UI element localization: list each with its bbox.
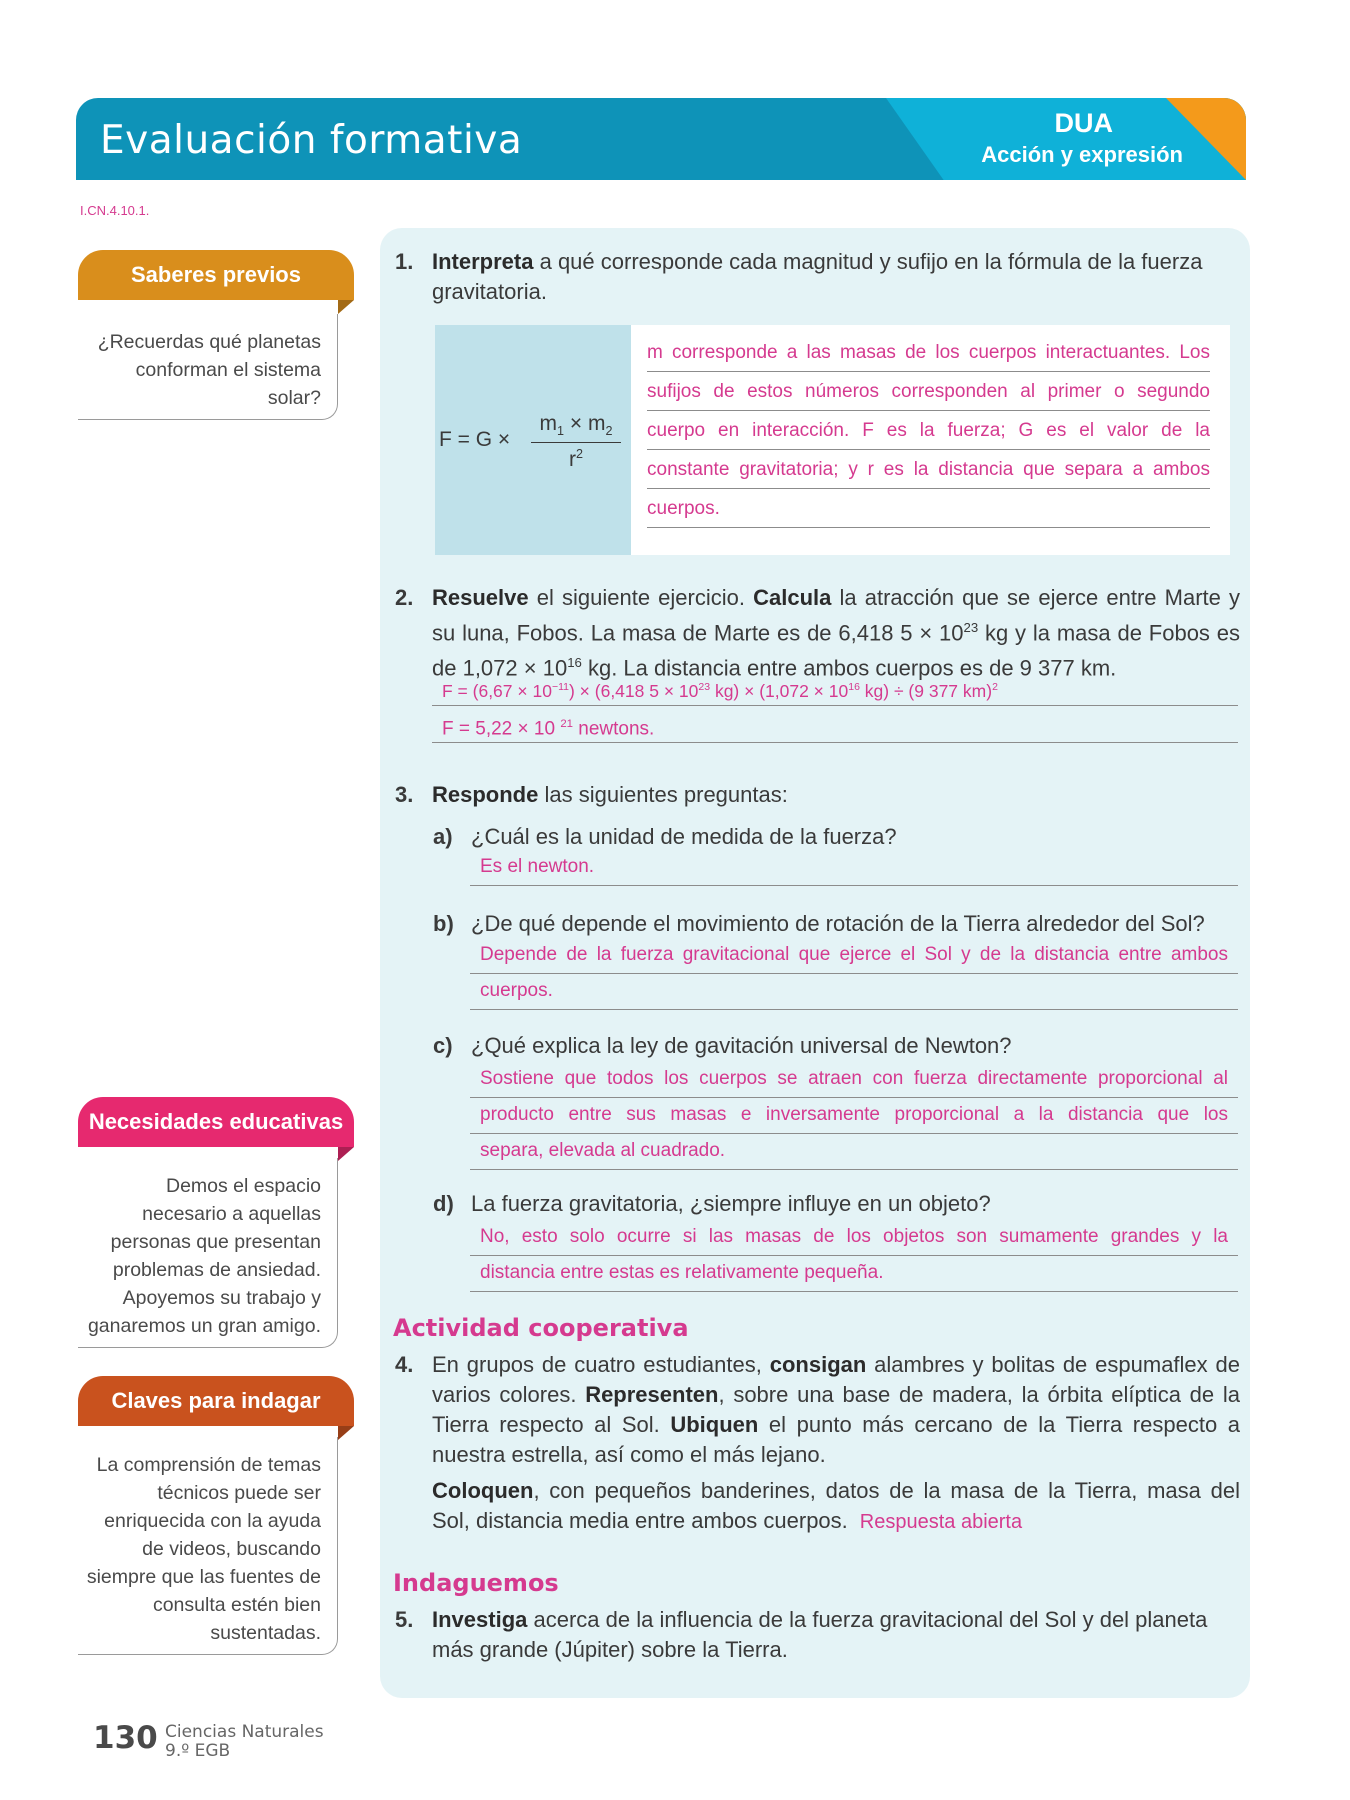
question-3: 3. Responde las siguientes preguntas: bbox=[395, 780, 1240, 810]
formula-box bbox=[435, 325, 1230, 555]
answer-line: Es el newton. bbox=[470, 852, 1238, 886]
saberes-previos-tab: Saberes previos bbox=[78, 250, 354, 300]
dua-subtitle: Acción y expresión bbox=[981, 142, 1183, 167]
answer-line: No, esto solo ocurre si las masas de los objetos son sumamente grandes y la bbox=[470, 1222, 1238, 1256]
indicator-code: I.CN.4.10.1. bbox=[80, 203, 150, 218]
saberes-previos-box: ¿Recuerdas qué planetas conforman el sistema solar? bbox=[78, 314, 338, 420]
page-title: Evaluación formativa bbox=[100, 118, 523, 163]
formula-numerator: $m_1 \times m_2$ bbox=[531, 412, 621, 443]
question-number: 4. bbox=[395, 1352, 414, 1377]
footer-grade: 9.º EGB bbox=[165, 1741, 231, 1761]
necesidades-educativas-box: Demos el espacio necesario a aquellas personas que presentan problemas de ansiedad. Apoyemos su trabajo y ganaremos un gran amigo. bbox=[78, 1158, 338, 1348]
answer-line: distancia entre estas es relativamente pequeña. bbox=[470, 1258, 1238, 1292]
formula-fraction bbox=[531, 412, 621, 472]
formula-panel bbox=[435, 325, 631, 555]
question-3c: c) ¿Qué explica la ley de gavitación universal de Newton? bbox=[433, 1033, 1012, 1058]
question-text: a qué corresponde cada magnitud y sufijo en la fórmula de la fuerza gravitatoria. bbox=[432, 249, 1203, 304]
question-4: 4. En grupos de cuatro estudiantes, consigan alambres y bolitas de espumaflex de varios colores. Representen, sobre una base de madera, la órbita elíptica de la Tierra respecto al Sol. Ubiquen el punto más cercano de la Tierra respecto a nuestra estrella, así como el más lejano. Coloquen, con pequeños banderines, datos de la masa de la Tierra, masa del Sol, distancia media entre ambos cuerpos. Respuesta abierta bbox=[395, 1352, 1240, 1533]
answer-line: Depende de la fuerza gravitacional que ejerce el Sol y de la distancia entre ambos bbox=[470, 940, 1238, 974]
answer-line: cuerpos. bbox=[647, 495, 1210, 528]
answer-line: cuerpos. bbox=[470, 976, 1238, 1010]
page-number: 130 bbox=[93, 1720, 158, 1756]
open-answer: Respuesta abierta bbox=[859, 1511, 1023, 1533]
actividad-cooperativa-title: Actividad cooperativa bbox=[393, 1314, 689, 1342]
formula-denominator: $r^2$ bbox=[568, 447, 583, 472]
header-banner bbox=[76, 98, 1246, 180]
answer-line: Sostiene que todos los cuerpos se atraen con fuerza directamente proporcional al bbox=[470, 1064, 1238, 1098]
question-3a: a) ¿Cuál es la unidad de medida de la fuerza? bbox=[433, 824, 897, 849]
question-verb: Interpreta bbox=[432, 249, 534, 274]
question-number: 2. bbox=[395, 585, 414, 610]
question-1 bbox=[395, 247, 1240, 307]
claves-para-indagar-tab: Claves para indagar bbox=[78, 1376, 354, 1426]
question-5: 5. Investiga acerca de la influencia de la fuerza gravitacional del Sol y del planeta más grande (Júpiter) sobre la Tierra. bbox=[395, 1607, 1208, 1662]
question-number: 5. bbox=[395, 1607, 414, 1632]
answer-line: constante gravitatoria; y r es la distancia que separa a ambos bbox=[647, 456, 1210, 489]
question-number: 3. bbox=[395, 782, 414, 807]
claves-para-indagar-box: La comprensión de temas técnicos puede ser enriquecida con la ayuda de videos, buscando siempre que las fuentes de consulta estén bien sustentadas. bbox=[78, 1437, 338, 1655]
answer-line: producto entre sus masas e inversamente proporcional a la distancia que los bbox=[470, 1100, 1238, 1134]
answer-line-result: F = 5,22 × 10 $^{21}$ newtons. bbox=[432, 709, 1238, 743]
question-3d: d) La fuerza gravitatoria, ¿siempre influye en un objeto? bbox=[433, 1191, 991, 1216]
answer-line-formula: $F = (6,67 \times 10^{-11}) \times (6,418$ $5 \times 10^{23}$ $kg) \times (1,072 \times 10^{16}$ kg) ÷ (9 377 km)$^2$ bbox=[432, 672, 1238, 706]
question-number: 1. bbox=[395, 249, 414, 274]
question-3b: b) ¿De qué depende el movimiento de rotación de la Tierra alrededor del Sol? bbox=[433, 911, 1205, 936]
question-2: 2. Resuelve el siguiente ejercicio. Calcula la atracción que se ejerce entre Marte y su luna, Fobos. La masa de Marte es de 6,418 $5 \times 10^{23}$ kg y la masa de Fobos es de $1,072 \times 10^{16}$ kg. La distancia entre ambos cuerpos es de 9 377 km. bbox=[395, 585, 1241, 681]
necesidades-educativas-tab: Necesidades educativas bbox=[78, 1097, 354, 1147]
formula-lhs: F = G × bbox=[439, 428, 511, 451]
answer-line: separa, elevada al cuadrado. bbox=[470, 1136, 1238, 1170]
answer-line: sufijos de estos números corresponden al primer o segundo bbox=[647, 378, 1210, 411]
answer-line: cuerpo en interacción. F es la fuerza; G es el valor de la bbox=[647, 417, 1210, 450]
footer-subject: Ciencias Naturales bbox=[165, 1722, 324, 1742]
dua-title: DUA bbox=[1054, 108, 1113, 138]
indaguemos-title: Indaguemos bbox=[393, 1569, 559, 1597]
answer-line: m corresponde a las masas de los cuerpos interactuantes. Los bbox=[647, 339, 1210, 372]
